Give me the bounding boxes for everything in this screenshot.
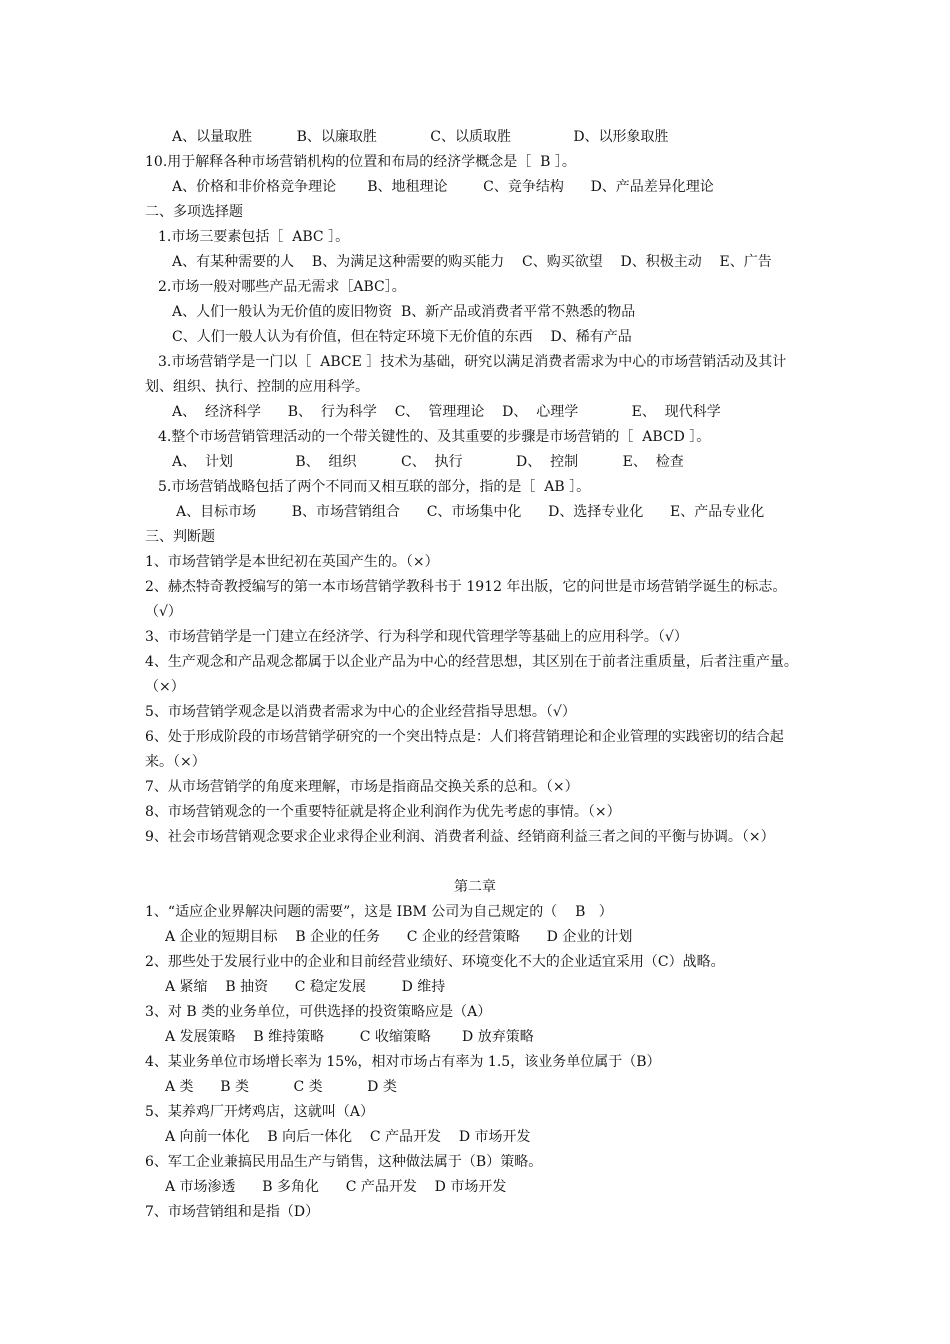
section-heading-multiple-choice: 二、多项选择题 <box>145 204 243 220</box>
tf4: 4、生产观念和产品观念都属于以企业产品为中心的经营思想，其区别在于前者注重质量，后者注重产量。 <box>145 654 798 670</box>
tf6-continued: 来。（×） <box>145 754 206 770</box>
mc1-question: 1.市场三要素包括［ ABC ］。 <box>158 229 350 245</box>
ch2-q6-options: A 市场渗透 B 多角化 C 产品开发 D 市场开发 <box>165 1179 507 1195</box>
mc2-options-c-d: C、人们一般人认为有价值，但在特定环境下无价值的东西 D、稀有产品 <box>172 329 632 345</box>
tf7: 7、从市场营销学的角度来理解，市场是指商品交换关系的总和。（×） <box>145 779 579 795</box>
tf3: 3、市场营销学是一门建立在经济学、行为科学和现代管理学等基础上的应用科学。（√） <box>145 629 688 645</box>
tf1: 1、市场营销学是本世纪初在英国产生的。（×） <box>145 554 439 570</box>
q9-options: A、以量取胜 B、以廉取胜 C、以质取胜 D、以形象取胜 <box>172 129 669 145</box>
ch2-q2-options: A 紧缩 B 抽资 C 稳定发展 D 维持 <box>165 979 446 995</box>
mc2-options-a-b: A、人们一般认为无价值的废旧物资 B、新产品或消费者平常不熟悉的物品 <box>172 304 636 320</box>
chapter-title: 第二章 <box>454 879 496 895</box>
tf2: 2、赫杰特奇教授编写的第一本市场营销学教科书于 1912 年出版，它的问世是市场营销学诞生的标志。 <box>145 579 787 595</box>
ch2-q1: 1、“适应企业界解决问题的需要”，这是 IBM 公司为自己规定的（ B ） <box>145 904 613 920</box>
ch2-q4-options: A 类 B 类 C 类 D 类 <box>165 1079 397 1095</box>
mc1-options: A、有某种需要的人 B、为满足这种需要的购买能力 C、购买欲望 D、积极主动 E、广告 <box>172 254 772 270</box>
ch2-q2: 2、那些处于发展行业中的企业和目前经营业绩好、环境变化不大的企业适宜采用（C）战略。 <box>145 954 725 970</box>
ch2-q5: 5、某养鸡厂开烤鸡店，这就叫（A） <box>145 1104 375 1120</box>
ch2-q1-options: A 企业的短期目标 B 企业的任务 C 企业的经营策略 D 企业的计划 <box>165 929 633 945</box>
mc3-question: 3.市场营销学是一门以［ ABCE ］技术为基础，研究以满足消费者需求为中心的市场营销活动及其计 <box>158 354 787 370</box>
mc2-question: 2.市场一般对哪些产品无需求［ABC］。 <box>158 279 406 295</box>
ch2-q3: 3、对 B 类的业务单位，可供选择的投资策略应是（A） <box>145 1004 492 1020</box>
q10-options: A、价格和非价格竞争理论 B、地租理论 C、竞争结构 D、产品差异化理论 <box>172 179 714 195</box>
ch2-q7: 7、市场营销组和是指（D） <box>145 1204 320 1220</box>
mc4-question: 4.整个市场营销管理活动的一个带关键性的、及其重要的步骤是市场营销的［ ABCD ］。 <box>158 429 711 445</box>
ch2-q6: 6、军工企业兼搞民用品生产与销售，这种做法属于（B）策略。 <box>145 1154 543 1170</box>
ch2-q5-options: A 向前一体化 B 向后一体化 C 产品开发 D 市场开发 <box>165 1129 531 1145</box>
mc5-question: 5.市场营销战略包括了两个不同而又相互联的部分，指的是［ AB ］。 <box>158 479 591 495</box>
mc4-options: A、 计划 B、 组织 C、 执行 D、 控制 E、 检查 <box>172 454 684 470</box>
tf4-answer: （×） <box>145 679 185 695</box>
section-heading-true-false: 三、判断题 <box>145 529 215 545</box>
tf6: 6、处于形成阶段的市场营销学研究的一个突出特点是：人们将营销理论和企业管理的实践密切的结合起 <box>145 729 784 745</box>
q10-question: 10.用于解释各种市场营销机构的位置和布局的经济学概念是［ B ］。 <box>145 154 576 170</box>
tf2-answer: （√） <box>145 604 182 620</box>
mc5-options: A、目标市场 B、市场营销组合 C、市场集中化 D、选择专业化 E、产品专业化 <box>176 504 765 520</box>
mc3-question-continued: 划、组织、执行、控制的应用科学。 <box>145 379 369 395</box>
tf9: 9、社会市场营销观念要求企业求得企业利润、消费者利益、经销商利益三者之间的平衡与协调。（×） <box>145 829 775 845</box>
tf8: 8、市场营销观念的一个重要特征就是将企业利润作为优先考虑的事情。（×） <box>145 804 621 820</box>
ch2-q3-options: A 发展策略 B 维持策略 C 收缩策略 D 放弃策略 <box>165 1029 534 1045</box>
tf5: 5、市场营销学观念是以消费者需求为中心的企业经营指导思想。（√） <box>145 704 576 720</box>
mc3-options: A、 经济科学 B、 行为科学 C、 管理理论 D、 心理学 E、 现代科学 <box>172 404 721 420</box>
ch2-q4: 4、某业务单位市场增长率为 15%，相对市场占有率为 1.5，该业务单位属于（B） <box>145 1054 661 1070</box>
